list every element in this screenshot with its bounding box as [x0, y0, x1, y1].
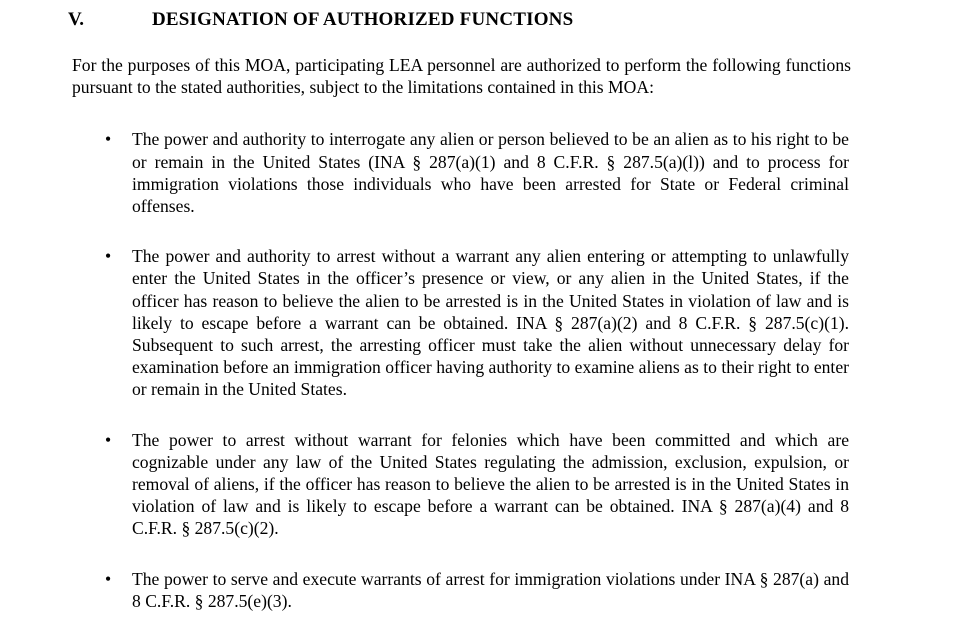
bullet-icon: • — [105, 246, 112, 267]
bullet-list — [0, 128, 960, 612]
section-title: DESIGNATION OF AUTHORIZED FUNCTIONS — [152, 9, 574, 30]
section-number: V. — [68, 9, 85, 30]
bullet-text: The power and authority to arrest without a warrant any alien entering or attempting to unlawfully enter the United States in the officer’s presence or view, or any alien in the United States, if the officer has reason to believe the alien to be arrested is in the United States in violation of law and is likely to escape before a warrant can be obtained. INA § 287(a)(2) and 8 C.F.R. § 287.5(c)(1). Subsequent to such arrest, the arresting officer must take the alien without unnecessary delay for examination before an immigration officer having authority to examine aliens as to their right to enter or remain in the United States. — [132, 246, 849, 400]
bullet-item — [105, 568, 849, 612]
section-heading — [68, 8, 960, 32]
bullet-text: The power to arrest without warrant for felonies which have been committed and which are cognizable under any law of the United States regulating the admission, exclusion, expulsion, or removal of aliens, if the officer has reason to believe the alien to be arrested is in the United States in violation of law and is likely to escape before a warrant can be obtained. INA § 287(a)(4) and 8 C.F.R. § 287.5(c)(2). — [132, 429, 849, 539]
bullet-item — [105, 128, 849, 217]
bullet-icon: • — [105, 429, 112, 450]
bullet-icon: • — [105, 129, 112, 150]
bullet-item — [105, 429, 849, 540]
bullet-text: The power and authority to interrogate any alien or person believed to be an alien as to his right to be or remain in the United States (INA § 287(a)(1) and 8 C.F.R. § 287.5(a)(l)) and to process for immigration violations those individuals who have been arrested for State or Federal criminal offenses. — [132, 129, 849, 217]
bullet-text: The power to serve and execute warrants of arrest for immigration violations under INA § 287(a) and 8 C.F.R. § 287.5(e)(3). — [132, 568, 849, 611]
bullet-icon: • — [105, 568, 112, 589]
bullet-item — [105, 245, 849, 400]
intro-paragraph: For the purposes of this MOA, participating LEA personnel are authorized to perform the following functions pursuant to the stated authorities, subject to the limitations contained in this MOA: — [72, 55, 851, 98]
